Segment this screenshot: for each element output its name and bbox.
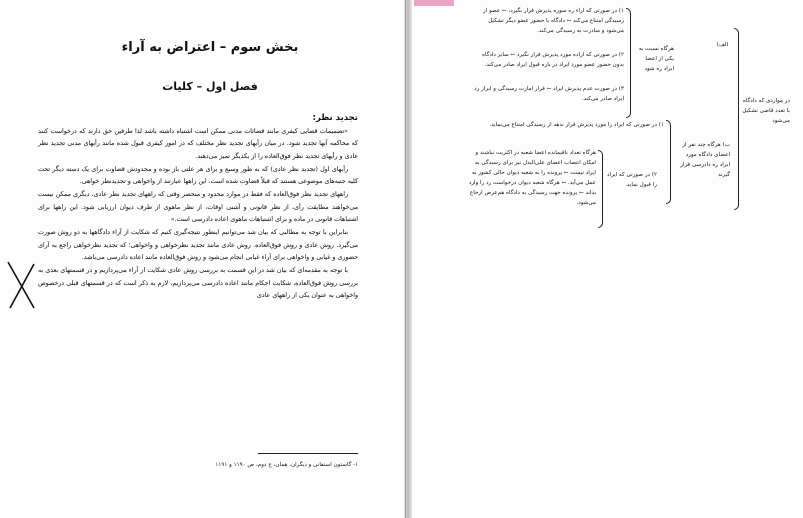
body-text: [38, 126, 358, 303]
paragraph: «تصمیمات قضایی کیفری مانند قضائات مدنی ممکن است اشتباه داشته باشد لذا طرفین حق دارند که درخواست کنند که محاکمه آنها تجدید شود. در میان رأیهای تجدید نظر مختلف که در امور کیفری قبول شده مانند رأیهای مدنی تجدید نظر عادی و رأیهای تجدید نظر فوق‌العاده را از یکدیگر تمیز می‌دهند.: [38, 128, 358, 160]
outer-bracket: [734, 28, 739, 210]
page-edge: [405, 0, 406, 518]
section-heading: تجدید نظر:: [312, 113, 358, 123]
paragraph: راههای تجدید نظر فوق‌العاده که فقط در موارد محدود و منحصر وقتی که راههای تجدید نظر عادی، دیگری ممکن نیست می‌خواهند مطابقت رأی، از نظر قانونی و آشنی اوقات، از نظر ماهوی از طرف دیوان ارزیابی شود. این راهها برای اشتباهات قانونی در ماده و برای اشتباهات ماهوی اعاده دادرسی است.»: [38, 191, 358, 224]
chapter-title: فصل اول – کلیات: [162, 80, 258, 93]
handwritten-cross-mark: [4, 258, 38, 312]
diagram-item-2: ۲) در صورتی که اراده مورد پذیرش قرار نگیرد ← سایر دادگاه بدون حضور عضو مورد ایراد در باره قبول ایراد صادر می‌کند.: [482, 52, 624, 68]
diagram-item-5-label: ۲) در صورتی که ایراد را قبول نماید.: [607, 172, 657, 188]
paragraph: بنابراین با توجه به مطالبی که بیان شد می‌توانیم اینطور نتیجه‌گیری کنیم که شکایت از آراء دادگاهها به دو روش صورت می‌گیرد. روش عادی و روش فوق‌العاده. روش عادی مانند تجدید نظرخواهی و واخواهی؛ که تجدید نظرخواهی راجع به آرای حضوری و غیابی و واخواهی برای آراء غیابی انجام می‌شود و روش فوق‌العاده مانند اعاده دادرسی می‌باشد.: [38, 229, 358, 261]
label-courts: در مواردی که دادگاه با تعدد قاضی تشکیل می‌شود: [742, 98, 790, 124]
paragraph: رأیهای اول (تجدید نظر عادی) که به طور وسیع و برای هر علتی باز بوده و محدودش قضاوت برای یک دسته دیگر تحت کلیه جنبه‌های موضوعی هستند که قبلاً قضاوت شده است. این راهها عبارتند از واخواهی و تجدیدنظر خواهی.: [38, 165, 358, 186]
label-b: ب) هرگاه چند نفر از اعضای دادگاه مورد ایراد ره دادرسی قرار گیرند: [680, 142, 730, 178]
label-hargah: هرگاه نسبت به یکی از اعضا ایراد ره شود: [638, 46, 674, 72]
bracket: [598, 150, 603, 228]
paragraph: با توجه به مقدمه‌ای که بیان شد در این قسمت به بررسی روش عادی شکایت از آراء می‌پردازیم و در قسمتهای بعدی به بررسی روش فوق‌العاده، شکایت احکام مانند اعاده دادرسی می‌پردازیم، لازم به ذکر است که در قسمتهای قبلی درخصوص واخواهی به عنوان یکی از راههای عادی: [38, 267, 358, 299]
footnote-divider: [258, 453, 358, 454]
bracket: [626, 8, 631, 118]
diagram-item-3: ۳) در صورت عدم پذیرش ایراد ← قرار امارت رسیدگی و ابراز رد ایراد صادر می‌کند.: [474, 86, 624, 102]
diagram-item-4: ۱) در صورتی که ایراد را مورد پذیرش قرار ندهد از رسیدگی امتناع می‌نماید.: [489, 122, 664, 128]
diagram-item-5: هرگاه تعداد باقیمانده اعضا شعبه در اکثریت نباشند و امکان انتصاب اعضای علی‌البدل نیز برای رسیدگی به ایراد نیست ← پرونده را به شعبه دیوان حالی کشور به عمل می‌آید. ← هرگاه شعبه دیوان درخواست رد را وارد بداند ← پرونده جهت رسیدگی به دادگاه هم‌عرض ارجاع می‌شود.: [468, 150, 596, 206]
label-alef: الف): [716, 42, 728, 48]
diagram-item-1: ۱) در صورتی که اراء ره سوره پذیرش قرار بگیرد، ← عضو از رسیدگی امتناع می‌کند ← دادگاه با حضور عضو دیگر تشکیل می‌شود و مبادرت به رسیدگی می‌کند.: [483, 8, 624, 34]
footnote: ۱- گاستون استفانی و دیگران، همان، ج دوم، ص ۱۱۹۰ و ۱۱۹۱: [215, 462, 358, 468]
right-page: [412, 0, 803, 518]
bracket: [666, 120, 671, 204]
part-title: بخش سوم – اعتراض به آراء: [121, 40, 299, 55]
